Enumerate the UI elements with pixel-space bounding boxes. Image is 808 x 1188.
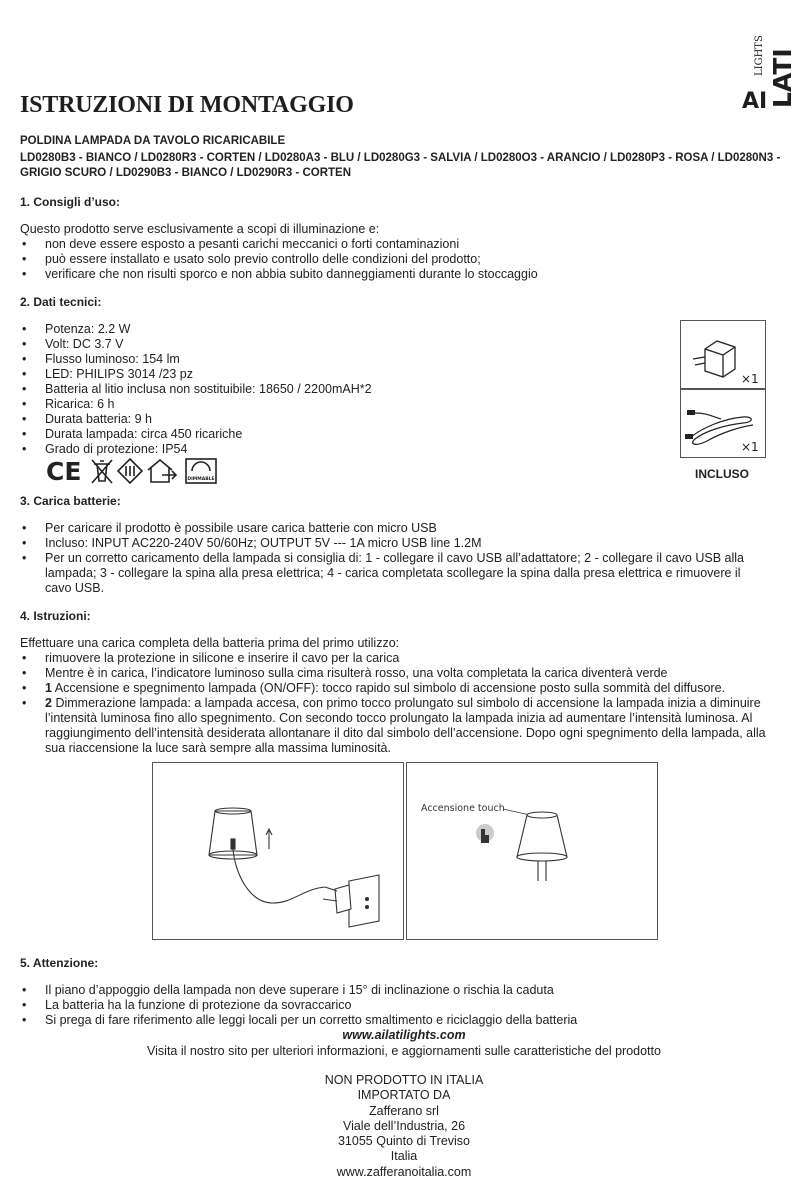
list-item: • La batteria ha la funzione di protezione da sovraccarico bbox=[20, 998, 780, 1013]
class-iii-icon bbox=[118, 459, 142, 483]
list-item: • Grado di protezione: IP54 bbox=[20, 442, 620, 457]
footer-website-link[interactable]: www.zafferanoitalia.com bbox=[336, 1164, 472, 1179]
list-item: • rimuovere la protezione in silicone e inserire il cavo per la carica bbox=[20, 651, 770, 666]
touch-label: Accensione touch bbox=[421, 803, 505, 814]
website-note: Visita il nostro sito per ulteriori informazioni, e aggiornamenti sulle caratteristiche del prodotto bbox=[147, 1044, 661, 1058]
footer-line: IMPORTATO DA bbox=[357, 1088, 451, 1103]
footer-line: 31055 Quinto di Treviso bbox=[337, 1134, 471, 1149]
ce-mark-icon: CE bbox=[46, 457, 82, 486]
section5-list bbox=[20, 983, 780, 1028]
model-codes: LD0280B3 - BIANCO / LD0280R3 - CORTEN / LD0280A3 - BLU / LD0280G3 - SALVIA / LD0280O3 - ARANCIO / LD0280P3 - ROSA / LD0280N3 - GRIGIO SCURO / LD0290B3 - BIANCO / LD0290R3 - CORTEN bbox=[20, 152, 781, 179]
list-item: • Mentre è in carica, l’indicatore luminoso sulla cima risulterà rosso, una volta completata la carica diventerà verde bbox=[20, 666, 770, 681]
charger-adapter-icon bbox=[681, 321, 765, 389]
section4-intro: Effettuare una carica completa della batteria prima del primo utilizzo: bbox=[20, 636, 400, 650]
section5-heading: 5. Attenzione: bbox=[20, 956, 99, 970]
wall-socket-icon bbox=[323, 875, 379, 927]
list-item: • non deve essere esposto a pesanti carichi meccanici o forti contaminazioni bbox=[20, 237, 790, 252]
section3-list bbox=[20, 521, 770, 596]
footer-line: Zafferano srl bbox=[369, 1103, 439, 1118]
list-item: • Per un corretto caricamento della lampada si consiglia di: 1 - collegare il cavo USB all’adattatore; 2 - collegare il cavo USB alla lampada; 3 - collegare la spina alla presa elettrica; 4 - carica completata scollegare la spina dalla presa elettrica e rimuovere il cavo USB. bbox=[20, 551, 770, 596]
list-item: • Potenza: 2.2 W bbox=[20, 322, 620, 337]
logo-lati: LATI bbox=[768, 48, 797, 108]
list-item: • verificare che non risulti sporco e non abbia subito danneggiamenti durante lo stoccaggio bbox=[20, 267, 790, 282]
importer-footer bbox=[0, 1073, 808, 1180]
touch-finger-icon bbox=[476, 824, 494, 843]
website-link[interactable]: www.ailatilights.com bbox=[342, 1028, 466, 1042]
indoor-use-icon bbox=[148, 460, 176, 482]
list-item: • LED: PHILIPS 3014 /23 pz bbox=[20, 367, 620, 382]
included-cable-box bbox=[680, 388, 766, 458]
list-item: • Durata lampada: circa 450 ricariche bbox=[20, 427, 620, 442]
included-adapter-box bbox=[680, 320, 766, 390]
list-item: • Incluso: INPUT AC220-240V 50/60Hz; OUTPUT 5V --- 1A micro USB line 1.2M bbox=[20, 536, 770, 551]
product-name: POLDINA LAMPADA DA TAVOLO RICARICABILE bbox=[20, 135, 286, 147]
footer-line: Italia bbox=[390, 1149, 418, 1164]
page-title: ISTRUZIONI DI MONTAGGIO bbox=[20, 92, 354, 118]
list-item: • può essere installato e usato solo previo controllo delle condizioni del prodotto; bbox=[20, 252, 790, 267]
list-item: • Volt: DC 3.7 V bbox=[20, 337, 620, 352]
section2-heading: 2. Dati tecnici: bbox=[20, 295, 102, 309]
usb-cable-icon bbox=[681, 389, 765, 457]
list-item: • Si prega di fare riferimento alle leggi locali per un corretto smaltimento e riciclaggio della batteria bbox=[20, 1013, 780, 1028]
list-item: • Il piano d’appoggio della lampada non deve superare i 15° di inclinazione o rischia la caduta bbox=[20, 983, 780, 998]
touch-illustration bbox=[406, 762, 658, 940]
svg-text:×1: ×1 bbox=[741, 372, 759, 386]
included-label: INCLUSO bbox=[695, 467, 749, 481]
list-item: • Durata batteria: 9 h bbox=[20, 412, 620, 427]
section3-heading: 3. Carica batterie: bbox=[20, 494, 121, 508]
list-item: • Per caricare il prodotto è possibile usare carica batterie con micro USB bbox=[20, 521, 770, 536]
list-item: • Ricarica: 6 h bbox=[20, 397, 620, 412]
svg-text:×1: ×1 bbox=[741, 440, 759, 454]
certification-icons bbox=[44, 456, 222, 486]
svg-text:DIMMABLE: DIMMABLE bbox=[187, 477, 215, 482]
section4-list bbox=[20, 651, 770, 756]
footer-line: Viale dell’Industria, 26 bbox=[342, 1118, 466, 1133]
logo-lights: LIGHTS bbox=[754, 35, 765, 76]
list-item: • Batteria al litio inclusa non sostituibile: 18650 / 2200mAH*2 bbox=[20, 382, 620, 397]
lamp-icon bbox=[517, 812, 567, 881]
logo-ai: AI bbox=[742, 89, 768, 110]
section1-heading: 1. Consigli d’uso: bbox=[20, 195, 121, 209]
charging-illustration bbox=[152, 762, 404, 940]
list-item: • 1 Accensione e spegnimento lampada (ON/OFF): tocco rapido sul simbolo di accensione posto sulla sommità del diffusore. bbox=[20, 681, 770, 696]
footer-line: NON PRODOTTO IN ITALIA bbox=[324, 1073, 484, 1087]
list-item: • 2 Dimmerazione lampada: a lampada accesa, con primo tocco prolungato sul simbolo di accensione la lampada inizia a diminuire l’intensità luminosa fino allo spegnimento. Con secondo tocco prolungato la lampada inizia ad aumentare l’intensità luminosa. Al raggiungimento dell’intensità desiderata allontanare il dito dal simbolo dell’accensione. Dopo ogni spegnimento della lampada, alla sua riaccensione la luce sarà sempre alla massima luminosità. bbox=[20, 696, 770, 756]
section1-intro: Questo prodotto serve esclusivamente a scopi di illuminazione e: bbox=[20, 222, 380, 236]
lamp-charging-icon bbox=[209, 808, 325, 903]
section4-heading: 4. Istruzioni: bbox=[20, 609, 91, 623]
weee-bin-icon bbox=[92, 460, 112, 483]
tech-data-list bbox=[20, 322, 620, 457]
section1-list bbox=[20, 237, 790, 282]
ailati-logo bbox=[738, 14, 798, 110]
dimmable-icon bbox=[186, 459, 216, 483]
list-item: • Flusso luminoso: 154 lm bbox=[20, 352, 620, 367]
